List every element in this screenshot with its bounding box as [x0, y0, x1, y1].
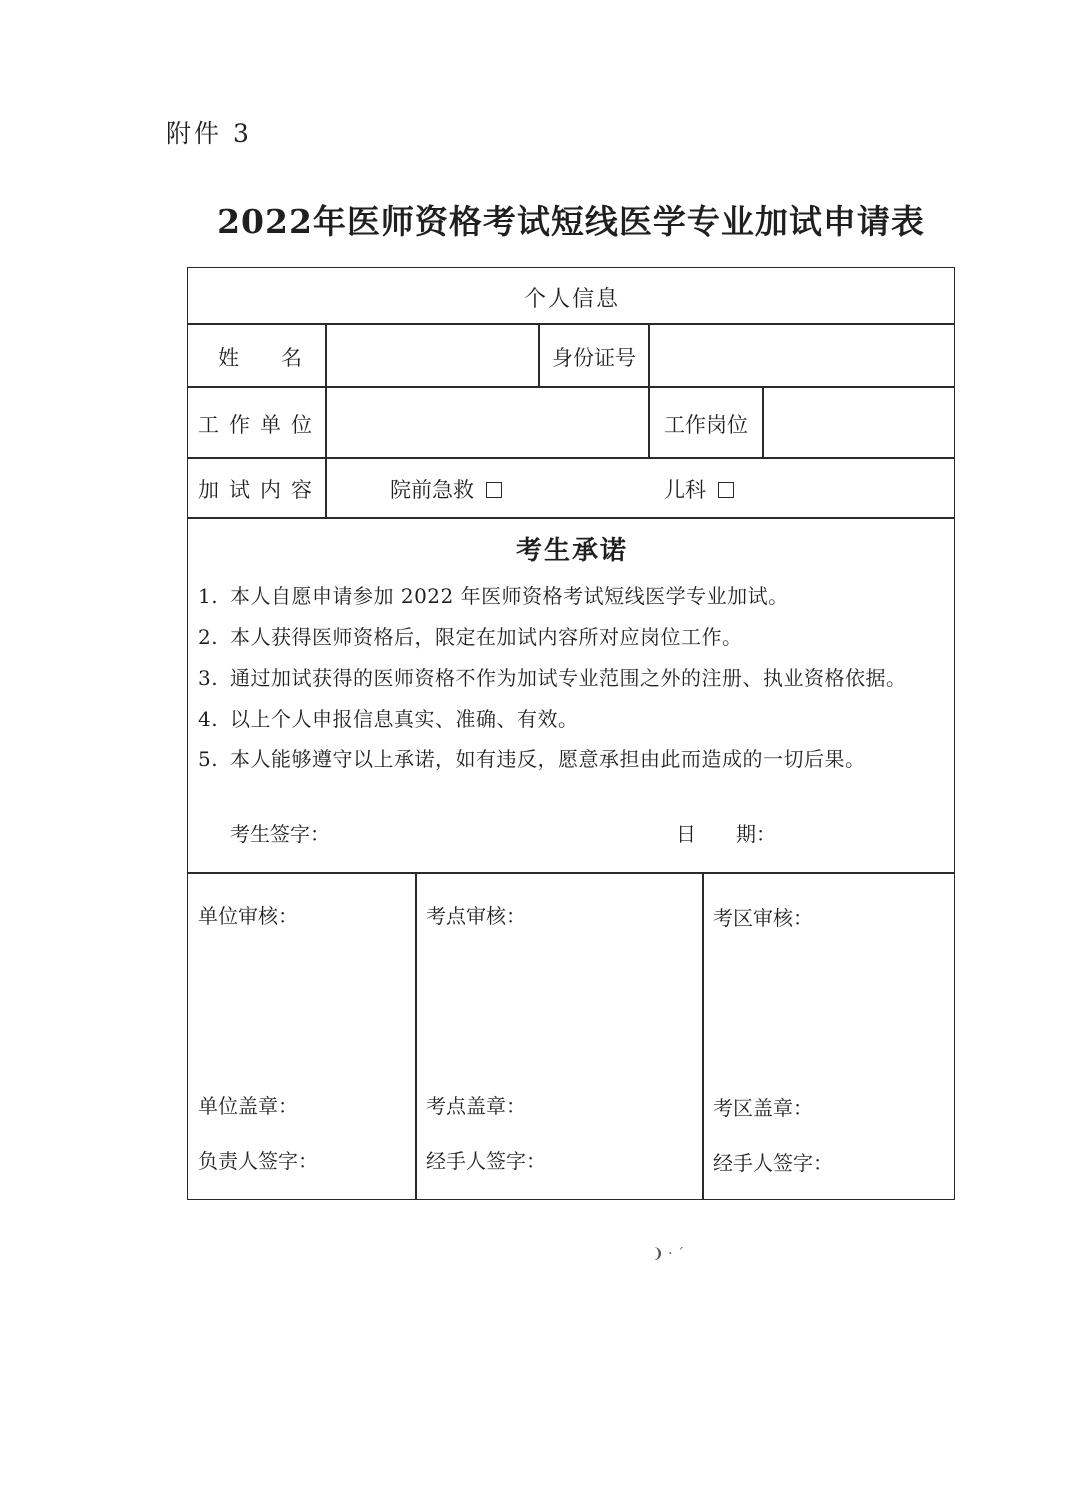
exam-content-label: 加试内容	[198, 478, 322, 502]
candidate-signature-label: 考生签字：	[230, 822, 330, 846]
pledge-text: 以上个人申报信息真实、准确、有效。	[230, 707, 579, 731]
pledge-item	[198, 662, 907, 691]
divider	[702, 872, 704, 1199]
employer-label: 工作单位	[198, 413, 322, 437]
pledge-item	[198, 703, 579, 732]
position-label: 工作岗位	[664, 413, 748, 437]
exam-region-handler-signature-label: 经手人签字：	[713, 1151, 833, 1175]
divider	[188, 323, 954, 325]
divider	[188, 457, 954, 459]
personal-info-heading: 个人信息	[523, 287, 620, 312]
checkbox[interactable]	[486, 482, 502, 498]
id-number-field[interactable]	[658, 342, 948, 370]
divider	[762, 386, 764, 457]
name-field[interactable]	[333, 342, 533, 370]
divider	[188, 872, 954, 874]
divider	[188, 517, 954, 519]
application-form	[187, 267, 955, 1200]
document-title: 2022年医师资格考试短线医学专业加试申请表	[217, 202, 925, 241]
pledge-item	[198, 580, 789, 609]
exam-site-handler-signature-label: 经手人签字：	[426, 1149, 546, 1173]
pledge-text: 本人自愿申请参加 2022 年医师资格考试短线医学专业加试。	[230, 584, 789, 608]
scan-speck: ❩ · ˊ	[652, 1246, 685, 1262]
divider	[415, 872, 417, 1199]
divider	[188, 386, 954, 388]
id-number-label: 身份证号	[552, 346, 636, 370]
pledge-item	[198, 621, 743, 650]
option-prehospital-emergency[interactable]	[390, 474, 502, 504]
attachment-label: 附件 3	[166, 119, 252, 148]
pledge-number: 5.	[198, 747, 219, 771]
pledge-heading: 考生承诺	[515, 536, 628, 566]
divider	[538, 323, 540, 386]
unit-review-label: 单位审核：	[198, 904, 298, 928]
pledge-text: 通过加试获得的医师资格不作为加试专业范围之外的注册、执业资格依据。	[230, 666, 907, 690]
unit-head-signature-label: 负责人签字：	[198, 1149, 318, 1173]
date-label: 日 期：	[676, 822, 776, 846]
pledge-text: 本人获得医师资格后，限定在加试内容所对应岗位工作。	[230, 625, 743, 649]
exam-region-review-label: 考区审核：	[713, 906, 813, 930]
checkbox[interactable]	[718, 482, 734, 498]
option-pediatrics[interactable]	[664, 474, 734, 504]
pledge-number: 4.	[198, 707, 219, 731]
pledge-text: 本人能够遵守以上承诺，如有违反，愿意承担由此而造成的一切后果。	[230, 747, 866, 771]
option-label: 院前急救	[390, 478, 474, 502]
exam-region-seal-label: 考区盖章：	[713, 1096, 813, 1120]
exam-site-review-label: 考点审核：	[426, 904, 526, 928]
option-label: 儿科	[664, 478, 706, 502]
exam-site-seal-label: 考点盖章：	[426, 1094, 526, 1118]
position-field[interactable]	[772, 409, 948, 437]
pledge-number: 3.	[198, 666, 219, 690]
unit-seal-label: 单位盖章：	[198, 1094, 298, 1118]
name-label: 姓 名	[218, 346, 302, 370]
pledge-number: 1.	[198, 584, 219, 608]
pledge-number: 2.	[198, 625, 219, 649]
pledge-item	[198, 743, 866, 772]
divider	[648, 323, 650, 457]
divider	[325, 323, 327, 517]
employer-field[interactable]	[333, 409, 643, 437]
